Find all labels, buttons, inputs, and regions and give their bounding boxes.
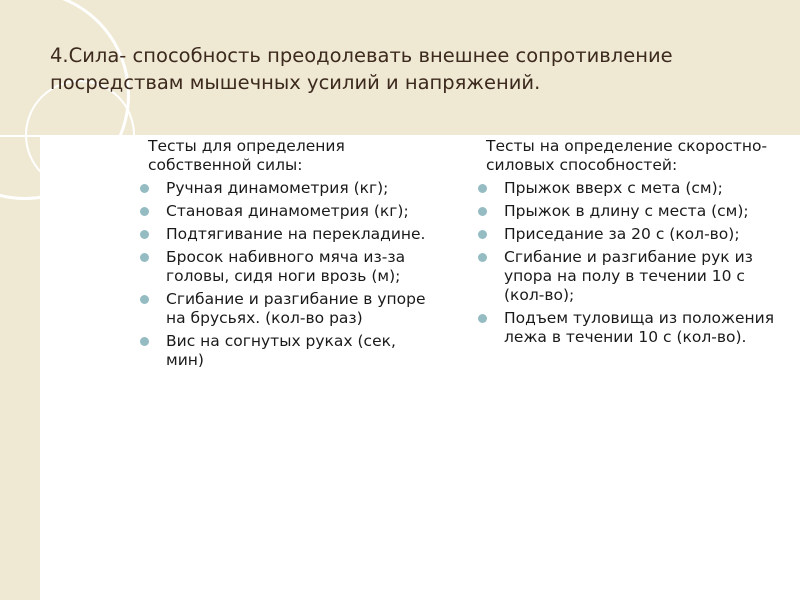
list-item-text: Вис на согнутых руках (сек, мин): [166, 332, 396, 369]
bullet-icon: [140, 230, 150, 240]
bullet-icon: [478, 184, 488, 194]
list-item-text: Становая динамометрия (кг);: [166, 202, 409, 220]
right-test-list: [476, 179, 776, 347]
list-item-text: Сгибание и разгибание в упоре на брусьях. (кол-во раз): [166, 290, 426, 327]
bullet-icon: [140, 184, 150, 194]
bullet-icon: [140, 253, 150, 263]
list-item: [138, 290, 438, 328]
list-item: [476, 179, 776, 198]
right-column-heading: Тесты на определение скоростно-силовых способностей:: [486, 137, 768, 174]
list-item-text: Прыжок в длину с места (см);: [504, 202, 749, 220]
bullet-icon: [140, 337, 150, 347]
bullet-icon: [478, 253, 488, 263]
list-item: [138, 248, 438, 286]
list-item: [476, 309, 776, 347]
list-item-text: Подъем туловища из положения лежа в течении 10 с (кол-во).: [504, 309, 775, 346]
left-column: [138, 137, 438, 370]
list-item: [138, 225, 438, 244]
list-item-text: Прыжок вверх с мета (см);: [504, 179, 723, 197]
bullet-icon: [478, 207, 488, 217]
list-item: [138, 202, 438, 221]
list-item: [476, 225, 776, 244]
left-test-list: [138, 179, 438, 370]
list-item-text: Ручная динамометрия (кг);: [166, 179, 389, 197]
left-column-heading: Тесты для определения собственной силы:: [148, 137, 345, 174]
list-item-text: Подтягивание на перекладине.: [166, 225, 426, 243]
list-item: [476, 202, 776, 221]
bullet-icon: [478, 230, 488, 240]
list-item-text: Сгибание и разгибание рук из упора на полу в течении 10 с (кол-во);: [504, 248, 753, 304]
list-item: [476, 248, 776, 305]
list-item: [138, 332, 438, 370]
slide-title: 4.Сила- способность преодолевать внешнее сопротивление посредствам мышечных усилий и напряжений.: [50, 44, 673, 94]
list-item-text: Бросок набивного мяча из-за головы, сидя ноги врозь (м);: [166, 248, 406, 285]
list-item: [138, 179, 438, 198]
list-item-text: Приседание за 20 с (кол-во);: [504, 225, 740, 243]
bullet-icon: [140, 295, 150, 305]
right-column: [476, 137, 776, 347]
bullet-icon: [140, 207, 150, 217]
bullet-icon: [478, 314, 488, 324]
